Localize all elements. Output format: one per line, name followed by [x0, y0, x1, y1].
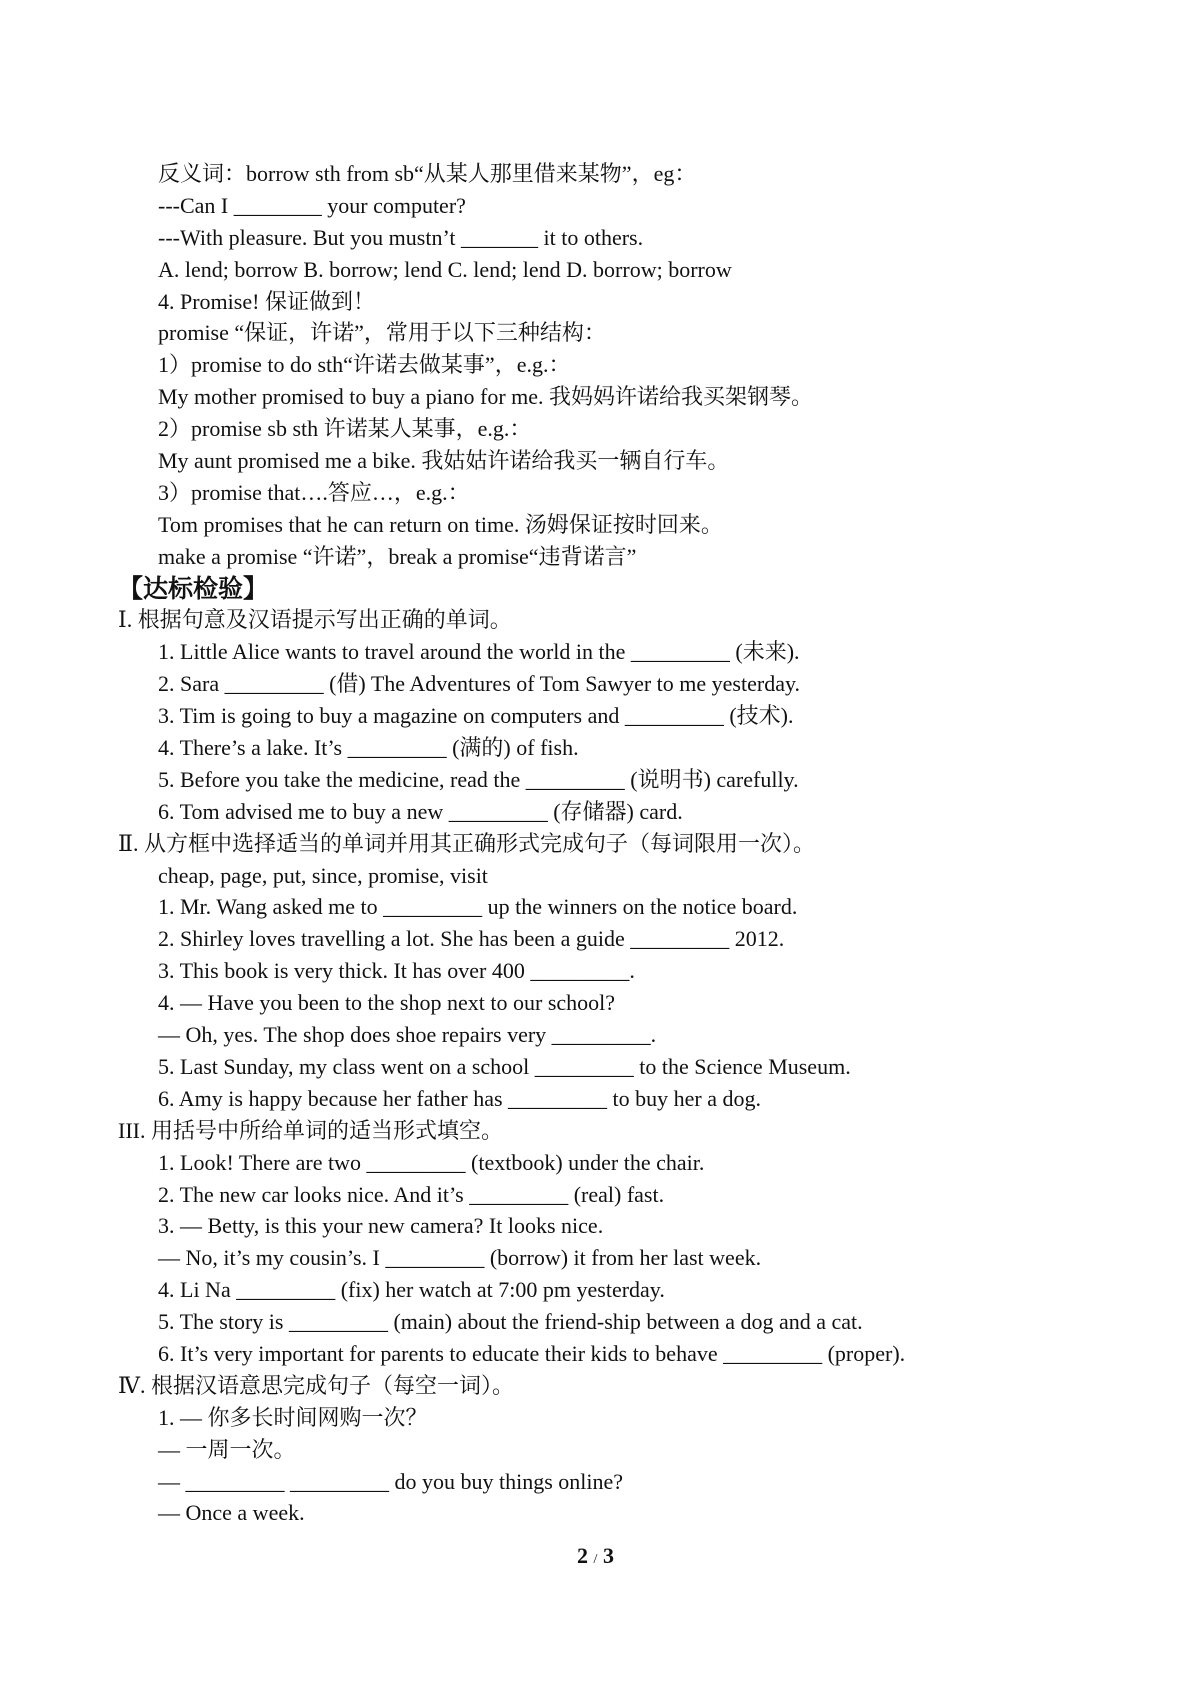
text-line: 6. It’s very important for parents to educate their kids to behave _________ (proper). [158, 1340, 906, 1366]
text-line: promise “保证，许诺”，常用于以下三种结构： [158, 320, 606, 346]
text-line: Ⅱ. 从方框中选择适当的单词并用其正确形式完成句子（每词限用一次）。 [118, 830, 815, 856]
section-heading: 【达标检验】 [118, 573, 269, 603]
text-line: 2. Sara _________ (借) The Adventures of Tom Sawyer to me yesterday. [158, 671, 801, 697]
text-line: 4. — Have you been to the shop next to our school? [158, 990, 616, 1016]
text-line: 4. Promise! 保证做到！ [158, 288, 375, 314]
text-line: 1）promise to do sth“许诺去做某事”，e.g.： [158, 352, 571, 378]
text-line: 5. Last Sunday, my class went on a school _________ to the Science Museum. [158, 1053, 851, 1079]
text-line: 1. Little Alice wants to travel around the world in the _________ (未来). [158, 639, 800, 665]
text-line: My mother promised to buy a piano for me. 我妈妈许诺给我买架钢琴。 [158, 384, 814, 410]
text-line: cheap, page, put, since, promise, visit [158, 862, 488, 888]
text-line: Ⅳ. 根据汉语意思完成句子（每空一词）。 [118, 1372, 514, 1398]
text-line: — 一周一次。 [158, 1436, 296, 1462]
text-line: — Once a week. [158, 1500, 305, 1526]
document-body [118, 158, 1118, 1529]
text-line: 1. — 你多长时间网购一次？ [158, 1404, 428, 1430]
text-line: 6. Amy is happy because her father has _________ to buy her a dog. [158, 1085, 762, 1111]
text-line: 5. Before you take the medicine, read the _________ (说明书) carefully. [158, 766, 799, 792]
text-line: 反义词：borrow sth from sb“从某人那里借来某物”，eg： [158, 161, 697, 186]
text-line: My aunt promised me a bike. 我姑姑许诺给我买一辆自行车。 [158, 448, 730, 474]
text-line: 3. — Betty, is this your new camera? It looks nice. [158, 1213, 604, 1239]
text-line: 3. Tim is going to buy a magazine on computers and _________ (技术). [158, 703, 794, 729]
text-line: make a promise “许诺”，break a promise“违背诺言” [158, 543, 637, 569]
text-line: ---Can I ________ your computer? [158, 192, 466, 218]
text-line: III. 用括号中所给单词的适当形式填空。 [118, 1117, 503, 1143]
text-line: 3）promise that….答应…，e.g.： [158, 479, 470, 505]
text-line: 3. This book is very thick. It has over 400 _________. [158, 958, 635, 984]
text-line: Ⅰ. 根据句意及汉语提示写出正确的单词。 [118, 607, 512, 633]
text-line: 4. There’s a lake. It’s _________ (满的) of fish. [158, 735, 579, 761]
page-number [0, 1543, 1191, 1569]
text-line: 6. Tom advised me to buy a new _________ (存储器) card. [158, 798, 683, 824]
page-total: 3 [602, 1543, 614, 1568]
text-line: — Oh, yes. The shop does shoe repairs very _________. [158, 1022, 657, 1048]
text-line: ---With pleasure. But you mustn’t _______ it to others. [158, 224, 644, 250]
text-line: — _________ _________ do you buy things online? [158, 1468, 624, 1494]
page-current: 2 [577, 1543, 589, 1568]
text-line: 1. Look! There are two _________ (textbook) under the chair. [158, 1149, 705, 1175]
text-line: A. lend; borrow B. borrow; lend C. lend; lend D. borrow; borrow [158, 256, 732, 282]
text-line: 4. Li Na _________ (fix) her watch at 7:00 pm yesterday. [158, 1277, 665, 1303]
text-line: 2. Shirley loves travelling a lot. She has been a guide _________ 2012. [158, 926, 785, 952]
text-line: 2）promise sb sth 许诺某人某事，e.g.： [158, 416, 532, 442]
text-line: 2. The new car looks nice. And it’s _________ (real) fast. [158, 1181, 665, 1207]
text-line: — No, it’s my cousin’s. I _________ (borrow) it from her last week. [158, 1245, 762, 1271]
text-line: 5. The story is _________ (main) about the friend-ship between a dog and a cat. [158, 1309, 863, 1335]
text-line: Tom promises that he can return on time. 汤姆保证按时回来。 [158, 511, 723, 537]
page-separator: / [593, 1552, 598, 1567]
text-line: 1. Mr. Wang asked me to _________ up the winners on the notice board. [158, 894, 798, 920]
